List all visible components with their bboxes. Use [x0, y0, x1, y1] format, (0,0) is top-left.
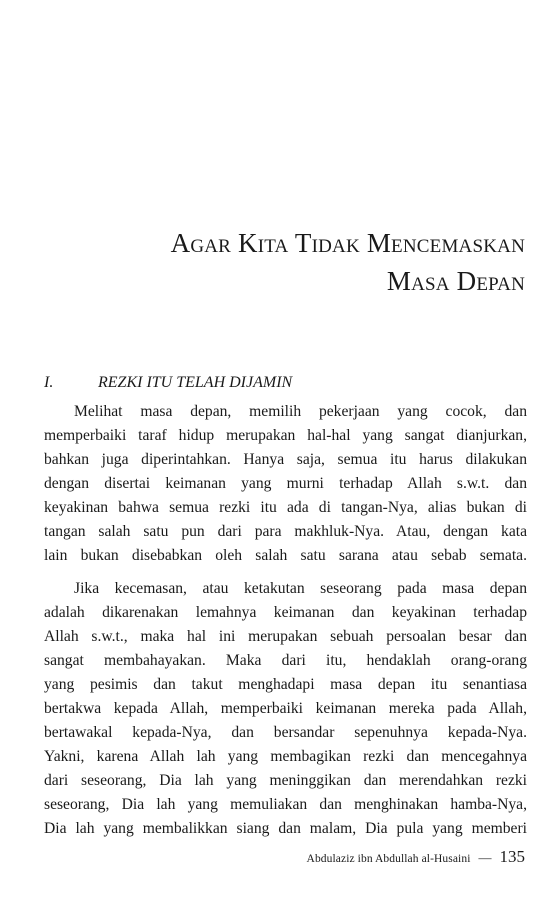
text-line: Jika kecemasan, atau ketakutan seseorang pada masa depan: [74, 580, 527, 597]
section-heading: [44, 372, 524, 394]
chapter-title-line-2: Masa Depan: [386, 266, 525, 296]
body-text: [44, 400, 527, 850]
text-line: yang pesimis dan takut menghadapi masa depan itu senantiasa: [44, 676, 527, 693]
text-line: Yakni, karena Allah lah yang membagikan rezki dan mencegahnya: [44, 748, 527, 765]
text-line: Allah s.w.t., maka hal ini merupakan sebuah persoalan besar dan: [44, 628, 527, 645]
text-line: tangan salah satu pun dari para makhluk-Nya. Atau, dengan kata: [44, 523, 527, 540]
text-line: dari seseorang, Dia lah yang meninggikan dan merendahkan rezki: [44, 772, 527, 789]
section-title: REZKI ITU TELAH DIJAMIN: [98, 374, 293, 391]
text-line: bertakwa kepada Allah, memperbaiki keimanan mereka pada Allah,: [44, 700, 527, 717]
paragraph-1: [44, 400, 527, 568]
text-line: keyakinan bahwa semua rezki itu ada di tangan-Nya, alias bukan di: [44, 499, 527, 516]
chapter-title-line-1: Agar Kita Tidak Mencemaskan: [170, 228, 525, 258]
chapter-title: [171, 224, 525, 300]
text-line: seseorang, Dia lah yang memuliakan dan menghinakan hamba-Nya,: [44, 796, 527, 813]
text-line: bertawakal kepada-Nya, dan bersandar sepenuhnya kepada-Nya.: [44, 724, 527, 741]
text-line: dengan disertai keimanan yang murni terhadap Allah s.w.t. dan: [44, 475, 527, 492]
text-line: memperbaiki taraf hidup merupakan hal-hal yang sangat dianjurkan,: [44, 427, 527, 444]
text-line: sangat membahayakan. Maka dari itu, hendaklah orang-orang: [44, 652, 527, 669]
text-line: Melihat masa depan, memilih pekerjaan yang cocok, dan: [74, 403, 527, 420]
footer-separator: —: [478, 850, 492, 865]
text-line: adalah dikarenakan lemahnya keimanan dan keyakinan terhadap: [44, 604, 527, 621]
running-footer-author: Abdulaziz ibn Abdullah al-Husaini: [306, 853, 471, 865]
text-line: Dia lah yang membalikkan siang dan malam, Dia pula yang memberi: [44, 820, 527, 837]
text-line: bahkan juga diperintahkan. Hanya saja, semua itu harus dilakukan: [44, 451, 527, 468]
page-footer: [0, 847, 525, 869]
page-number: 135: [499, 847, 525, 866]
text-line: lain bukan disebabkan oleh salah satu sarana atau sebab semata.: [44, 547, 527, 564]
section-number: I.: [44, 374, 54, 391]
paragraph-2: [44, 577, 527, 841]
